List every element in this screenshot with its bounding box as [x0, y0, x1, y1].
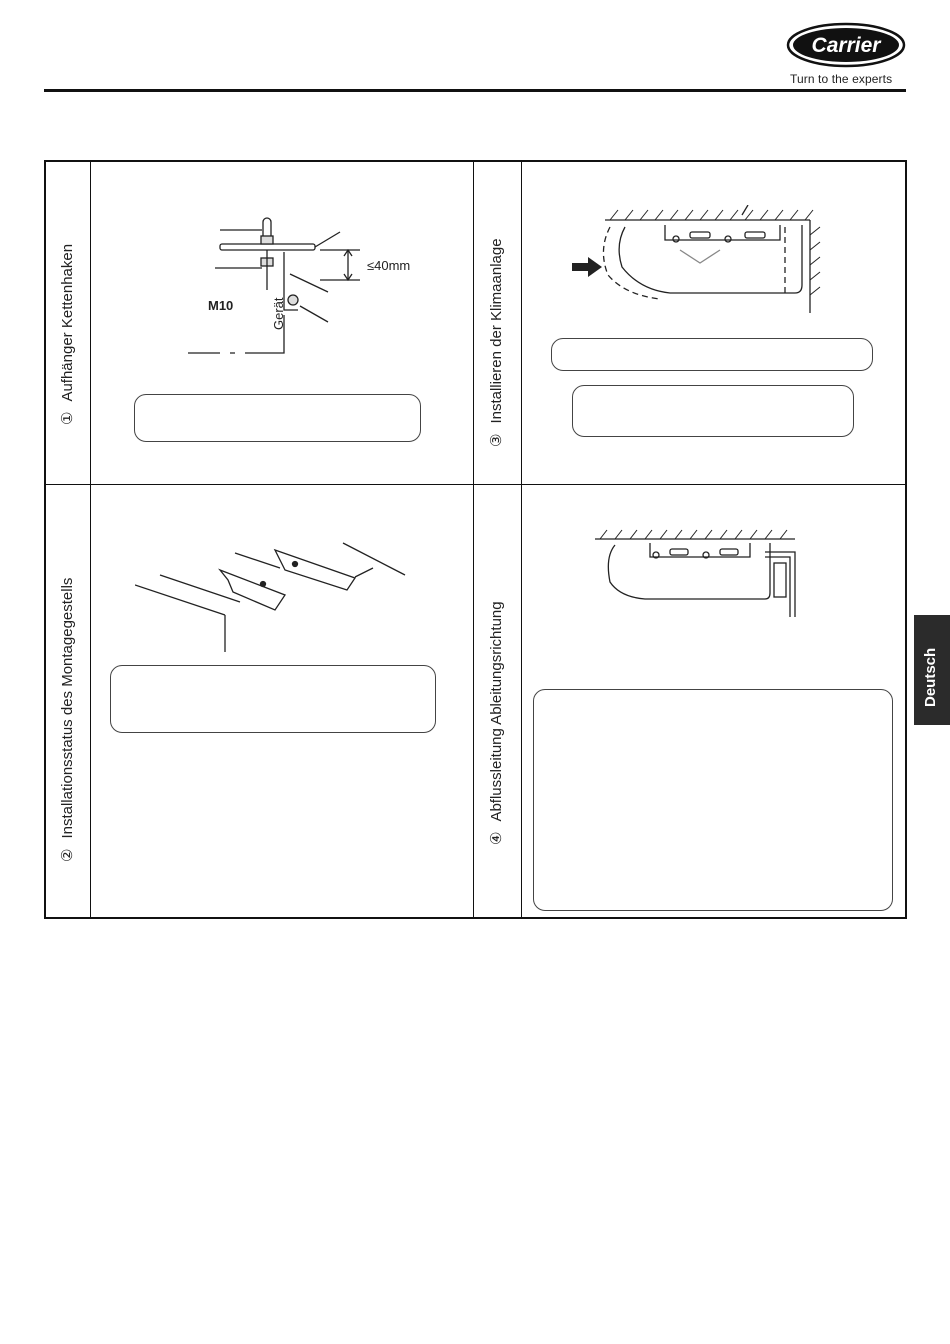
language-tab-label: Deutsch	[922, 647, 939, 707]
panel-3-note-box-top	[551, 338, 873, 371]
logo-text: Carrier	[811, 34, 881, 57]
mounting-bracket-diagram	[135, 540, 410, 652]
unit-installation-diagram	[570, 205, 825, 315]
label-m10: M10	[208, 298, 234, 313]
drain-direction-diagram	[590, 527, 805, 617]
label-max-distance: ≤40mm	[367, 258, 411, 273]
language-tab	[914, 615, 950, 725]
divider-middle	[44, 484, 905, 485]
panel-3-note-box-bottom	[572, 385, 854, 437]
label-device: Gerät	[271, 297, 286, 330]
divider-label-col-left	[90, 160, 91, 917]
panel-3-title: ③Installieren der Klimaanlage	[488, 238, 505, 447]
panel-1-note-box	[134, 394, 421, 442]
panel-2-title: ②Installationsstatus des Montagegestells	[59, 577, 76, 862]
carrier-logo	[786, 22, 906, 68]
header-rule	[44, 89, 906, 92]
tagline: Turn to the experts	[790, 72, 893, 86]
panel-4-note-box	[533, 689, 893, 911]
hook-hanger-diagram	[180, 210, 430, 370]
panel-1-title: ①Aufhänger Kettenhaken	[59, 243, 76, 425]
panel-4-title: ④Abflussleitung Ableitungsrichtung	[488, 601, 505, 845]
divider-label-col-right	[521, 160, 522, 917]
panel-2-note-box	[110, 665, 436, 733]
divider-center	[473, 160, 474, 917]
